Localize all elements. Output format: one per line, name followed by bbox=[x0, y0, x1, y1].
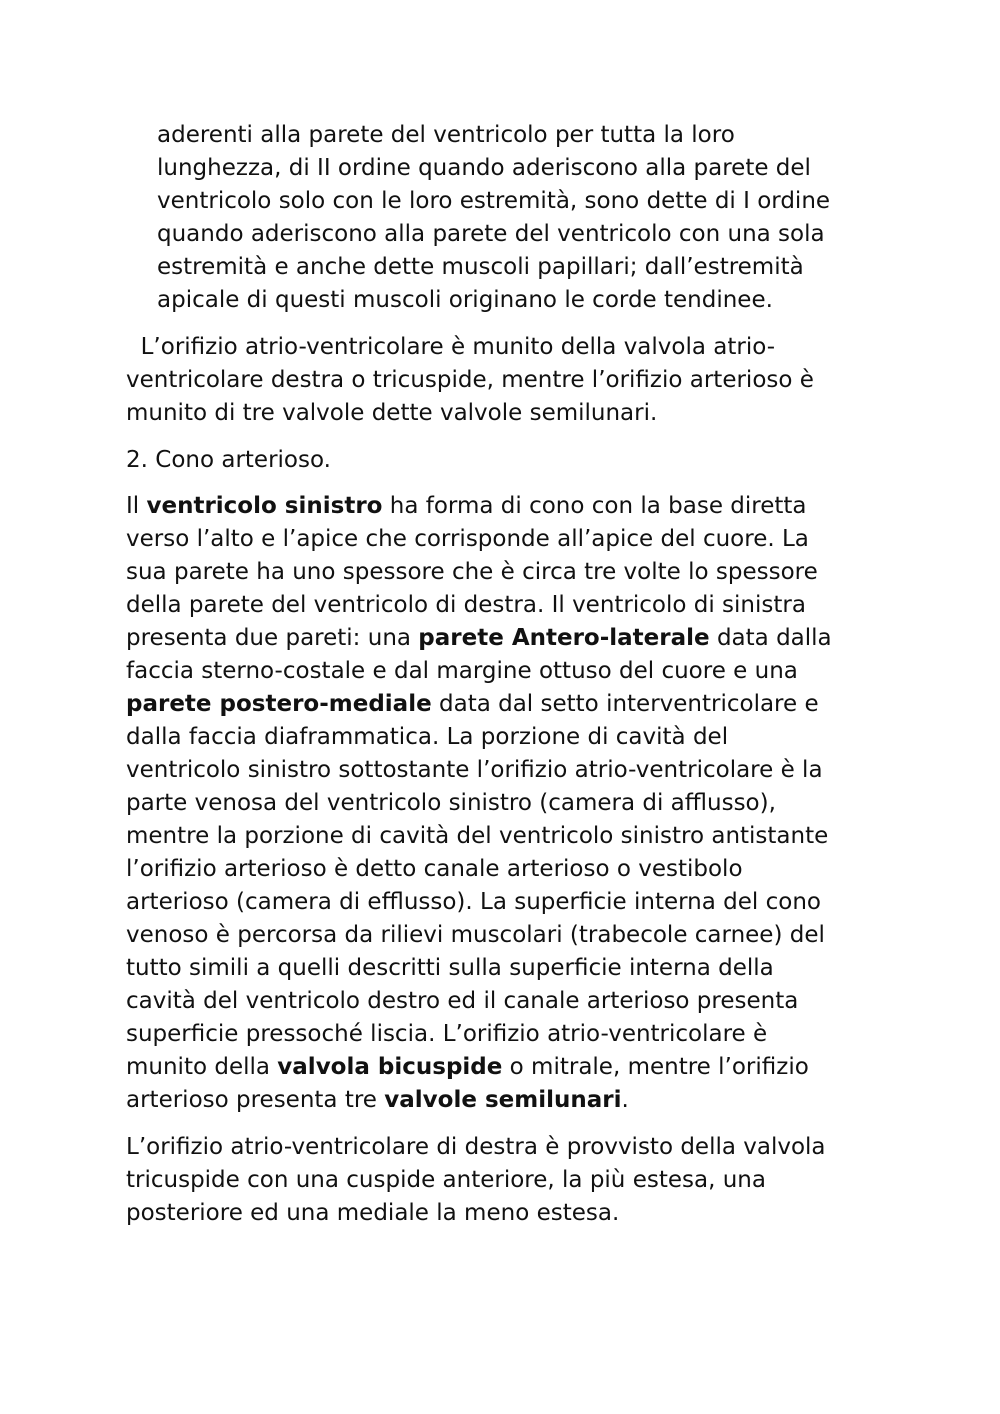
text-line: quando aderiscono alla parete del ventricolo con una sola bbox=[157, 221, 825, 247]
text-run: Il bbox=[126, 493, 147, 519]
text-line bbox=[126, 1084, 832, 1117]
bold-term-ventricolo-sinistro: ventricolo sinistro bbox=[146, 493, 383, 519]
text-line: ventricolo sinistro sottostante l’orifizio atrio-ventricolare è la bbox=[126, 757, 823, 783]
text-line: aderenti alla parete del ventricolo per tutta la loro bbox=[157, 122, 735, 148]
text-line: tricuspide con una cuspide anteriore, la più estesa, una bbox=[126, 1167, 766, 1193]
text-line: faccia sterno-costale e dal margine ottuso del cuore e una bbox=[126, 658, 798, 684]
text-line: lunghezza, di II ordine quando aderiscono alla parete del bbox=[157, 155, 811, 181]
list-text: Cono arterioso. bbox=[155, 447, 331, 473]
paragraph-tricuspid-valve bbox=[126, 331, 814, 430]
bold-term-parete-antero-laterale: parete Antero-laterale bbox=[418, 625, 710, 651]
text-line: estremità e anche dette muscoli papillari; dall’estremità bbox=[157, 254, 804, 280]
paragraph-left-ventricle bbox=[126, 490, 832, 1117]
text-line: cavità del ventricolo destro ed il canale arterioso presenta bbox=[126, 988, 799, 1014]
bold-term-parete-postero-mediale: parete postero-mediale bbox=[126, 691, 432, 717]
text-line: L’orifizio atrio-ventricolare è munito della valvola atrio- bbox=[126, 334, 776, 360]
text-run: o mitrale, mentre l’orifizio bbox=[502, 1054, 809, 1080]
text-line: arterioso (camera di efflusso). La superficie interna del cono bbox=[126, 889, 821, 915]
text-run: arterioso presenta tre bbox=[126, 1087, 385, 1113]
text-run: . bbox=[621, 1087, 629, 1113]
text-line: verso l’alto e l’apice che corrisponde all’apice del cuore. La bbox=[126, 526, 809, 552]
text-line: sua parete ha uno spessore che è circa tre volte lo spessore bbox=[126, 559, 818, 585]
text-line: posteriore ed una mediale la meno estesa. bbox=[126, 1200, 620, 1226]
text-line bbox=[126, 622, 832, 655]
text-line: tutto simili a quelli descritti sulla superficie interna della bbox=[126, 955, 774, 981]
text-line: mentre la porzione di cavità del ventricolo sinistro antistante bbox=[126, 823, 829, 849]
bold-term-valvole-semilunari: valvole semilunari bbox=[384, 1087, 622, 1113]
text-line: ventricolo solo con le loro estremità, sono dette di I ordine bbox=[157, 188, 831, 214]
list-number: 2. bbox=[126, 447, 148, 473]
text-line bbox=[126, 688, 832, 721]
text-line bbox=[126, 1051, 832, 1084]
text-run: presenta due pareti: una bbox=[126, 625, 419, 651]
text-line: munito di tre valvole dette valvole semilunari. bbox=[126, 400, 658, 426]
bold-term-valvola-bicuspide: valvola bicuspide bbox=[277, 1054, 503, 1080]
list-item-cono-arterioso bbox=[126, 444, 331, 477]
text-run: munito della bbox=[126, 1054, 278, 1080]
text-run: data dalla bbox=[709, 625, 832, 651]
paragraph-right-orifice bbox=[126, 1131, 826, 1230]
text-line: superficie pressoché liscia. L’orifizio atrio-ventricolare è bbox=[126, 1021, 768, 1047]
text-line: L’orifizio atrio-ventricolare di destra è provvisto della valvola bbox=[126, 1134, 826, 1160]
text-line: apicale di questi muscoli originano le corde tendinee. bbox=[157, 287, 773, 313]
text-line: l’orifizio arterioso è detto canale arterioso o vestibolo bbox=[126, 856, 743, 882]
continued-list-item-text bbox=[157, 119, 830, 317]
text-line: venoso è percorsa da rilievi muscolari (trabecole carnee) del bbox=[126, 922, 825, 948]
text-run: ha forma di cono con la base diretta bbox=[382, 493, 807, 519]
text-line: dalla faccia diaframmatica. La porzione di cavità del bbox=[126, 724, 729, 750]
text-line: ventricolare destra o tricuspide, mentre l’orifizio arterioso è bbox=[126, 367, 814, 393]
text-line: della parete del ventricolo di destra. Il ventricolo di sinistra bbox=[126, 592, 806, 618]
text-line bbox=[126, 490, 832, 523]
text-run: data dal setto interventricolare e bbox=[431, 691, 819, 717]
text-line: parte venosa del ventricolo sinistro (camera di afflusso), bbox=[126, 790, 776, 816]
